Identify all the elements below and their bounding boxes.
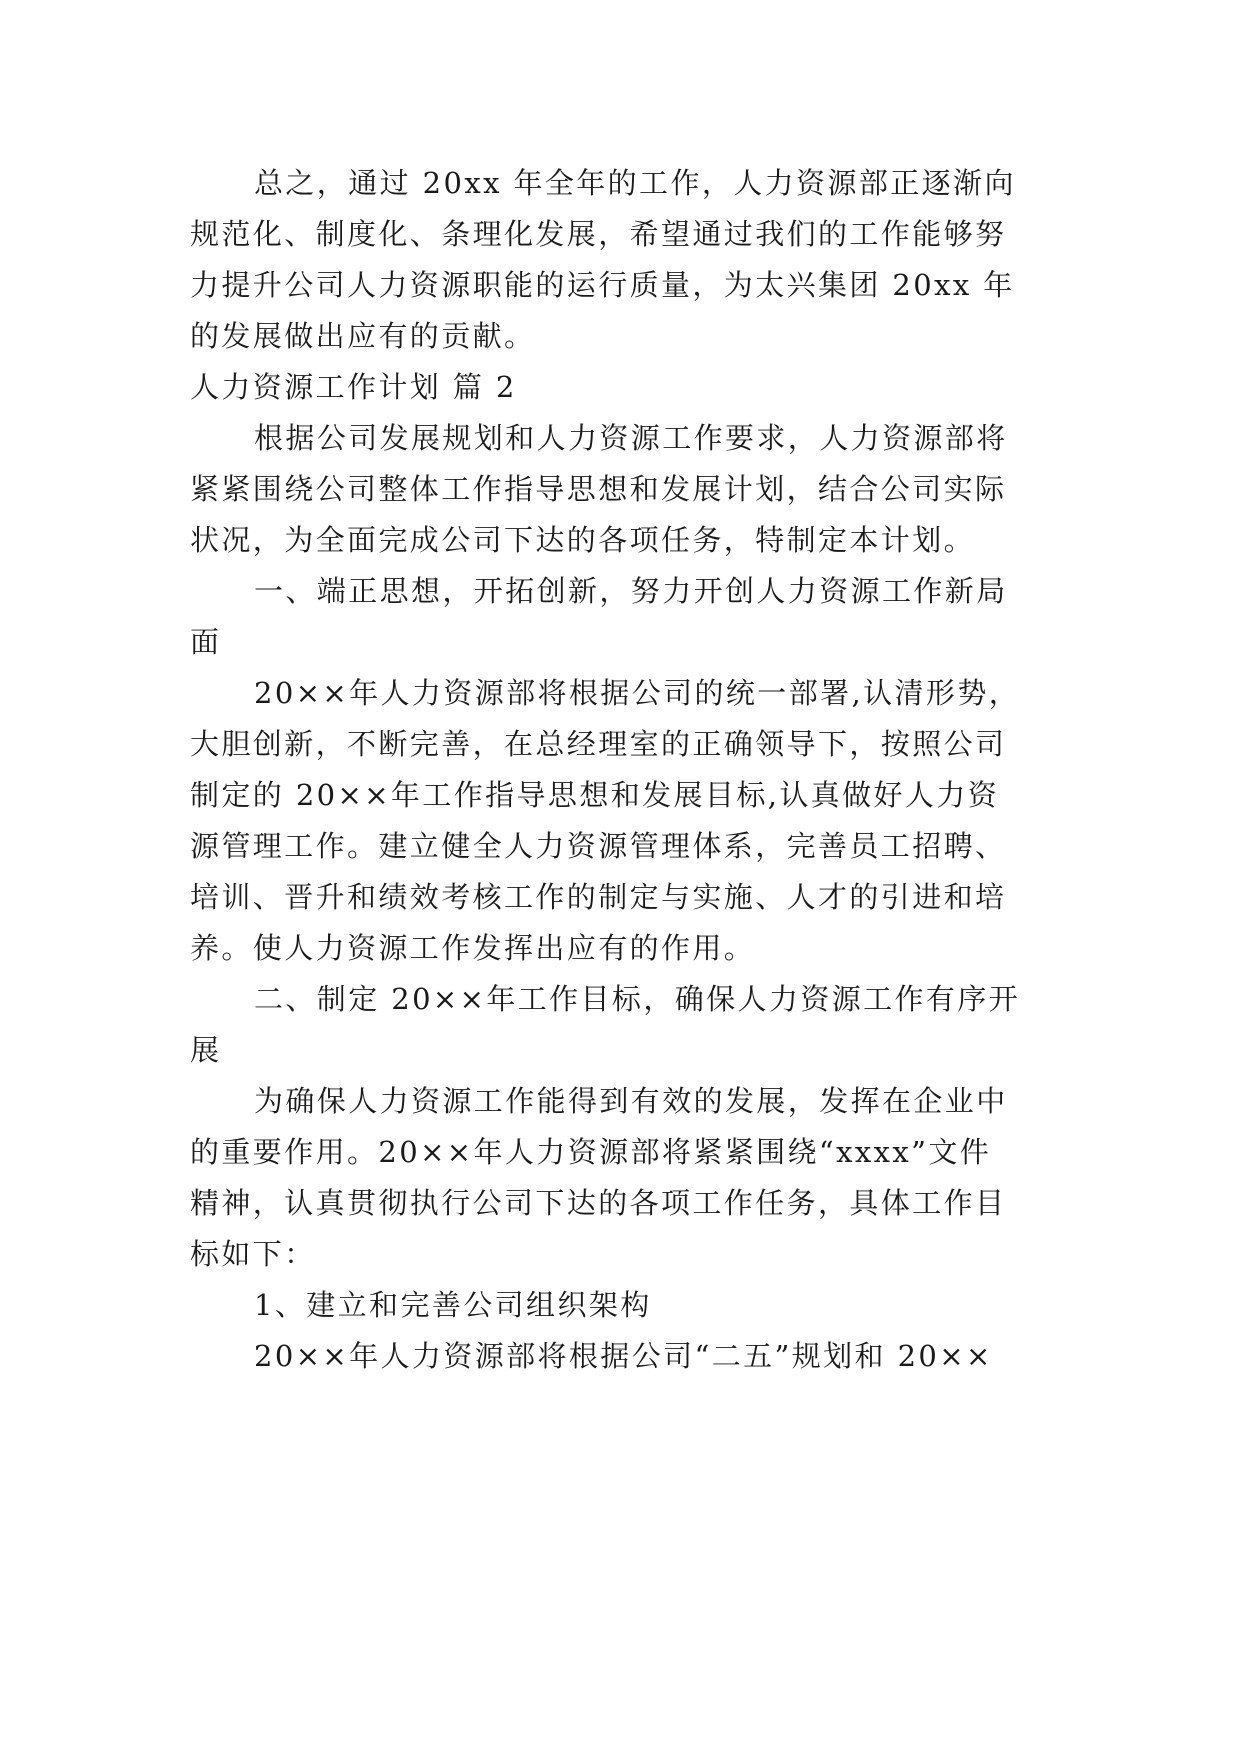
text-line: 的发展做出应有的贡献。 bbox=[190, 319, 536, 353]
text-line: 培训、晋升和绩效考核工作的制定与实施、人才的引进和培 bbox=[190, 880, 1007, 914]
text-line: 精神，认真贯彻执行公司下达的各项工作任务，具体工作目 bbox=[190, 1186, 1007, 1220]
text-line: 为确保人力资源工作能得到有效的发展，发挥在企业中 bbox=[254, 1084, 1008, 1118]
text-line: 一、端正思想，开拓创新，努力开创人力资源工作新局 bbox=[254, 574, 1008, 608]
text-line: 面 bbox=[190, 625, 222, 659]
text-line: 二、制定 20××年工作目标，确保人力资源工作有序开 bbox=[254, 982, 1021, 1016]
text-line: 1、建立和完善公司组织架构 bbox=[254, 1288, 652, 1322]
text-line: 总之，通过 20xx 年全年的工作，人力资源部正逐渐向 bbox=[254, 166, 1016, 200]
text-line: 养。使人力资源工作发挥出应有的作用。 bbox=[190, 931, 756, 965]
section-heading: 人力资源工作计划 篇 2 bbox=[190, 370, 517, 404]
text-line: 20××年人力资源部将根据公司的统一部署,认清形势， bbox=[254, 676, 1021, 710]
text-line: 源管理工作。建立健全人力资源管理体系，完善员工招聘、 bbox=[190, 829, 1007, 863]
text-line: 制定的 20××年工作指导思想和发展目标,认真做好人力资 bbox=[190, 778, 1000, 812]
text-line: 展 bbox=[190, 1033, 222, 1067]
text-line: 大胆创新，不断完善，在总经理室的正确领导下，按照公司 bbox=[190, 727, 1007, 761]
text-line: 规范化、制度化、条理化发展，希望通过我们的工作能够努 bbox=[190, 217, 1007, 251]
text-line: 根据公司发展规划和人力资源工作要求，人力资源部将 bbox=[254, 421, 1008, 455]
text-line: 标如下： bbox=[190, 1237, 316, 1271]
text-line: 紧紧围绕公司整体工作指导思想和发展计划，结合公司实际 bbox=[190, 472, 1007, 506]
text-line: 的重要作用。20××年人力资源部将紧紧围绕“xxxx”文件 bbox=[190, 1135, 992, 1169]
text-line: 力提升公司人力资源职能的运行质量，为太兴集团 20xx 年 bbox=[190, 268, 1015, 302]
text-line: 状况，为全面完成公司下达的各项任务，特制定本计划。 bbox=[190, 523, 976, 557]
text-line: 20××年人力资源部将根据公司“二五”规划和 20×× bbox=[254, 1339, 993, 1373]
